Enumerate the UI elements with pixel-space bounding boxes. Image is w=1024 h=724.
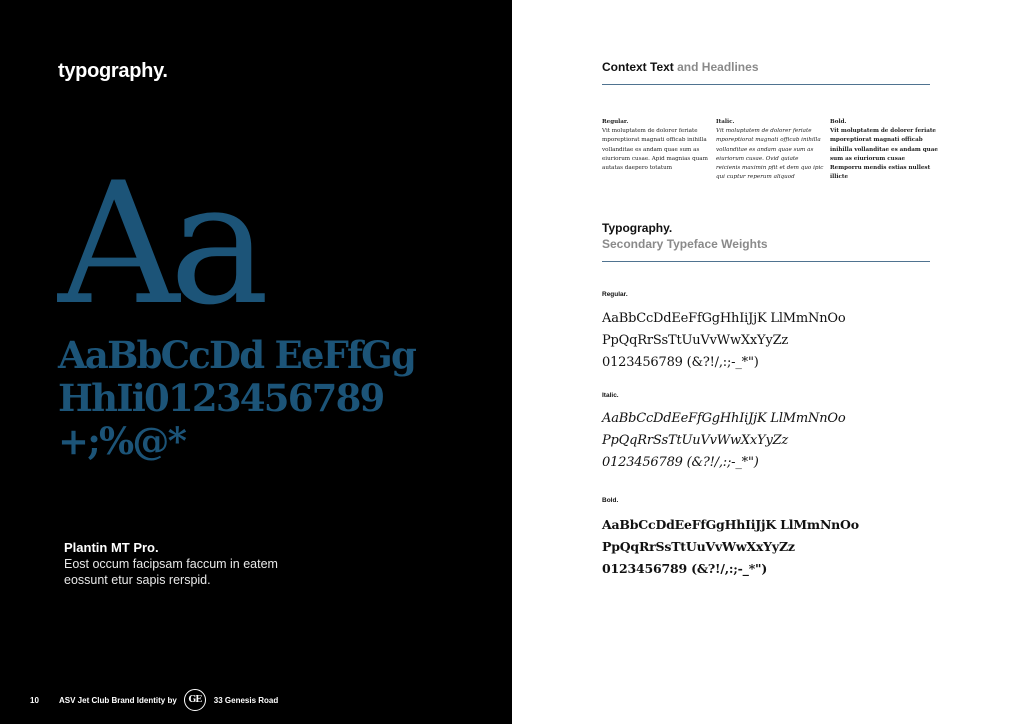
context-heading	[602, 60, 759, 74]
divider	[602, 84, 930, 85]
specimen-line: PpQqRrSsTtUuVvWwXxYyZz	[602, 433, 789, 448]
footer-brand-text: ASV Jet Club Brand Identity by	[59, 695, 177, 705]
context-column-italic	[716, 118, 824, 182]
right-page	[512, 0, 1024, 724]
specimen-line: 0123456789 (&?!/,:;-_*")	[602, 355, 759, 370]
specimen-line: AaBbCcDd EeFfGg	[58, 333, 416, 377]
column-text: Vit moluptatem de dolorer feriate mporeptiorat magnati officab inihilla vollanditae es andam quae sum as eiuriorum cusae Remporru mendis estias nullest illicte	[830, 128, 938, 181]
specimen-line: +;%@*	[58, 419, 186, 463]
typography-subtitle: Secondary Typeface Weights	[602, 237, 768, 251]
big-sample-glyphs: Aa	[58, 146, 260, 342]
column-text: Vit moluptatem de dolorer feriate mporeptiorat magnati officab inihilla vollanditae es andam quae sum as eiuriorum cusae. Apid magnias quam autatas daepero totatum	[602, 128, 708, 172]
primary-typeface-specimen	[58, 334, 415, 463]
specimen-line: AaBbCcDdEeFfGgHhIiJjK LlMmNnOo	[602, 411, 846, 426]
weight-specimen-regular	[602, 308, 845, 374]
page-heading: typography.	[58, 60, 168, 82]
typography-title: Typography.	[602, 221, 673, 235]
context-heading-light: and Headlines	[673, 60, 759, 74]
specimen-line: 0123456789 (&?!/,:;-_*")	[602, 455, 759, 470]
logo-monogram: GE	[188, 695, 202, 705]
weight-specimen-italic	[602, 408, 845, 474]
specimen-line: AaBbCcDdEeFfGgHhIiJjK LlMmNnOo	[602, 517, 859, 532]
divider	[602, 261, 930, 262]
column-label: Italic.	[716, 119, 735, 125]
column-text: Vit moluptatem de dolorer feriate mporeptiorat magnati officab inihilla vollanditae es andam quae sum as eiuriorum cusae. Ovid quiate reicienis maximin pfit et dem quo ipic qui cuptur reperum aliquod	[716, 128, 824, 181]
column-label: Regular.	[602, 119, 629, 125]
weight-specimen-bold	[602, 514, 859, 580]
context-column-bold	[830, 118, 938, 182]
weight-label-italic: Italic.	[602, 392, 619, 399]
footer-company: 33 Genesis Road	[213, 695, 279, 705]
specimen-line: PpQqRrSsTtUuVvWwXxYyZz	[602, 333, 789, 348]
context-heading-bold: Context Text	[602, 60, 674, 74]
weight-label-bold: Bold.	[602, 497, 619, 504]
specimen-line: PpQqRrSsTtUuVvWwXxYyZz	[602, 539, 795, 554]
context-column-regular	[602, 118, 710, 173]
weight-label-regular: Regular.	[602, 291, 628, 298]
specimen-line: AaBbCcDdEeFfGgHhIiJjK LlMmNnOo	[602, 311, 846, 326]
specimen-line: 0123456789 (&?!/,:;-_*")	[602, 561, 768, 576]
specimen-line: HhIi0123456789	[58, 376, 384, 420]
page-number: 10	[30, 695, 39, 705]
font-name: Plantin MT Pro.	[64, 540, 159, 555]
footer	[30, 689, 278, 711]
column-label: Bold.	[830, 119, 847, 125]
company-logo-icon	[184, 689, 206, 711]
font-description: Eost occum facipsam faccum in eatem eossunt etur sapis rerspid.	[64, 557, 278, 587]
